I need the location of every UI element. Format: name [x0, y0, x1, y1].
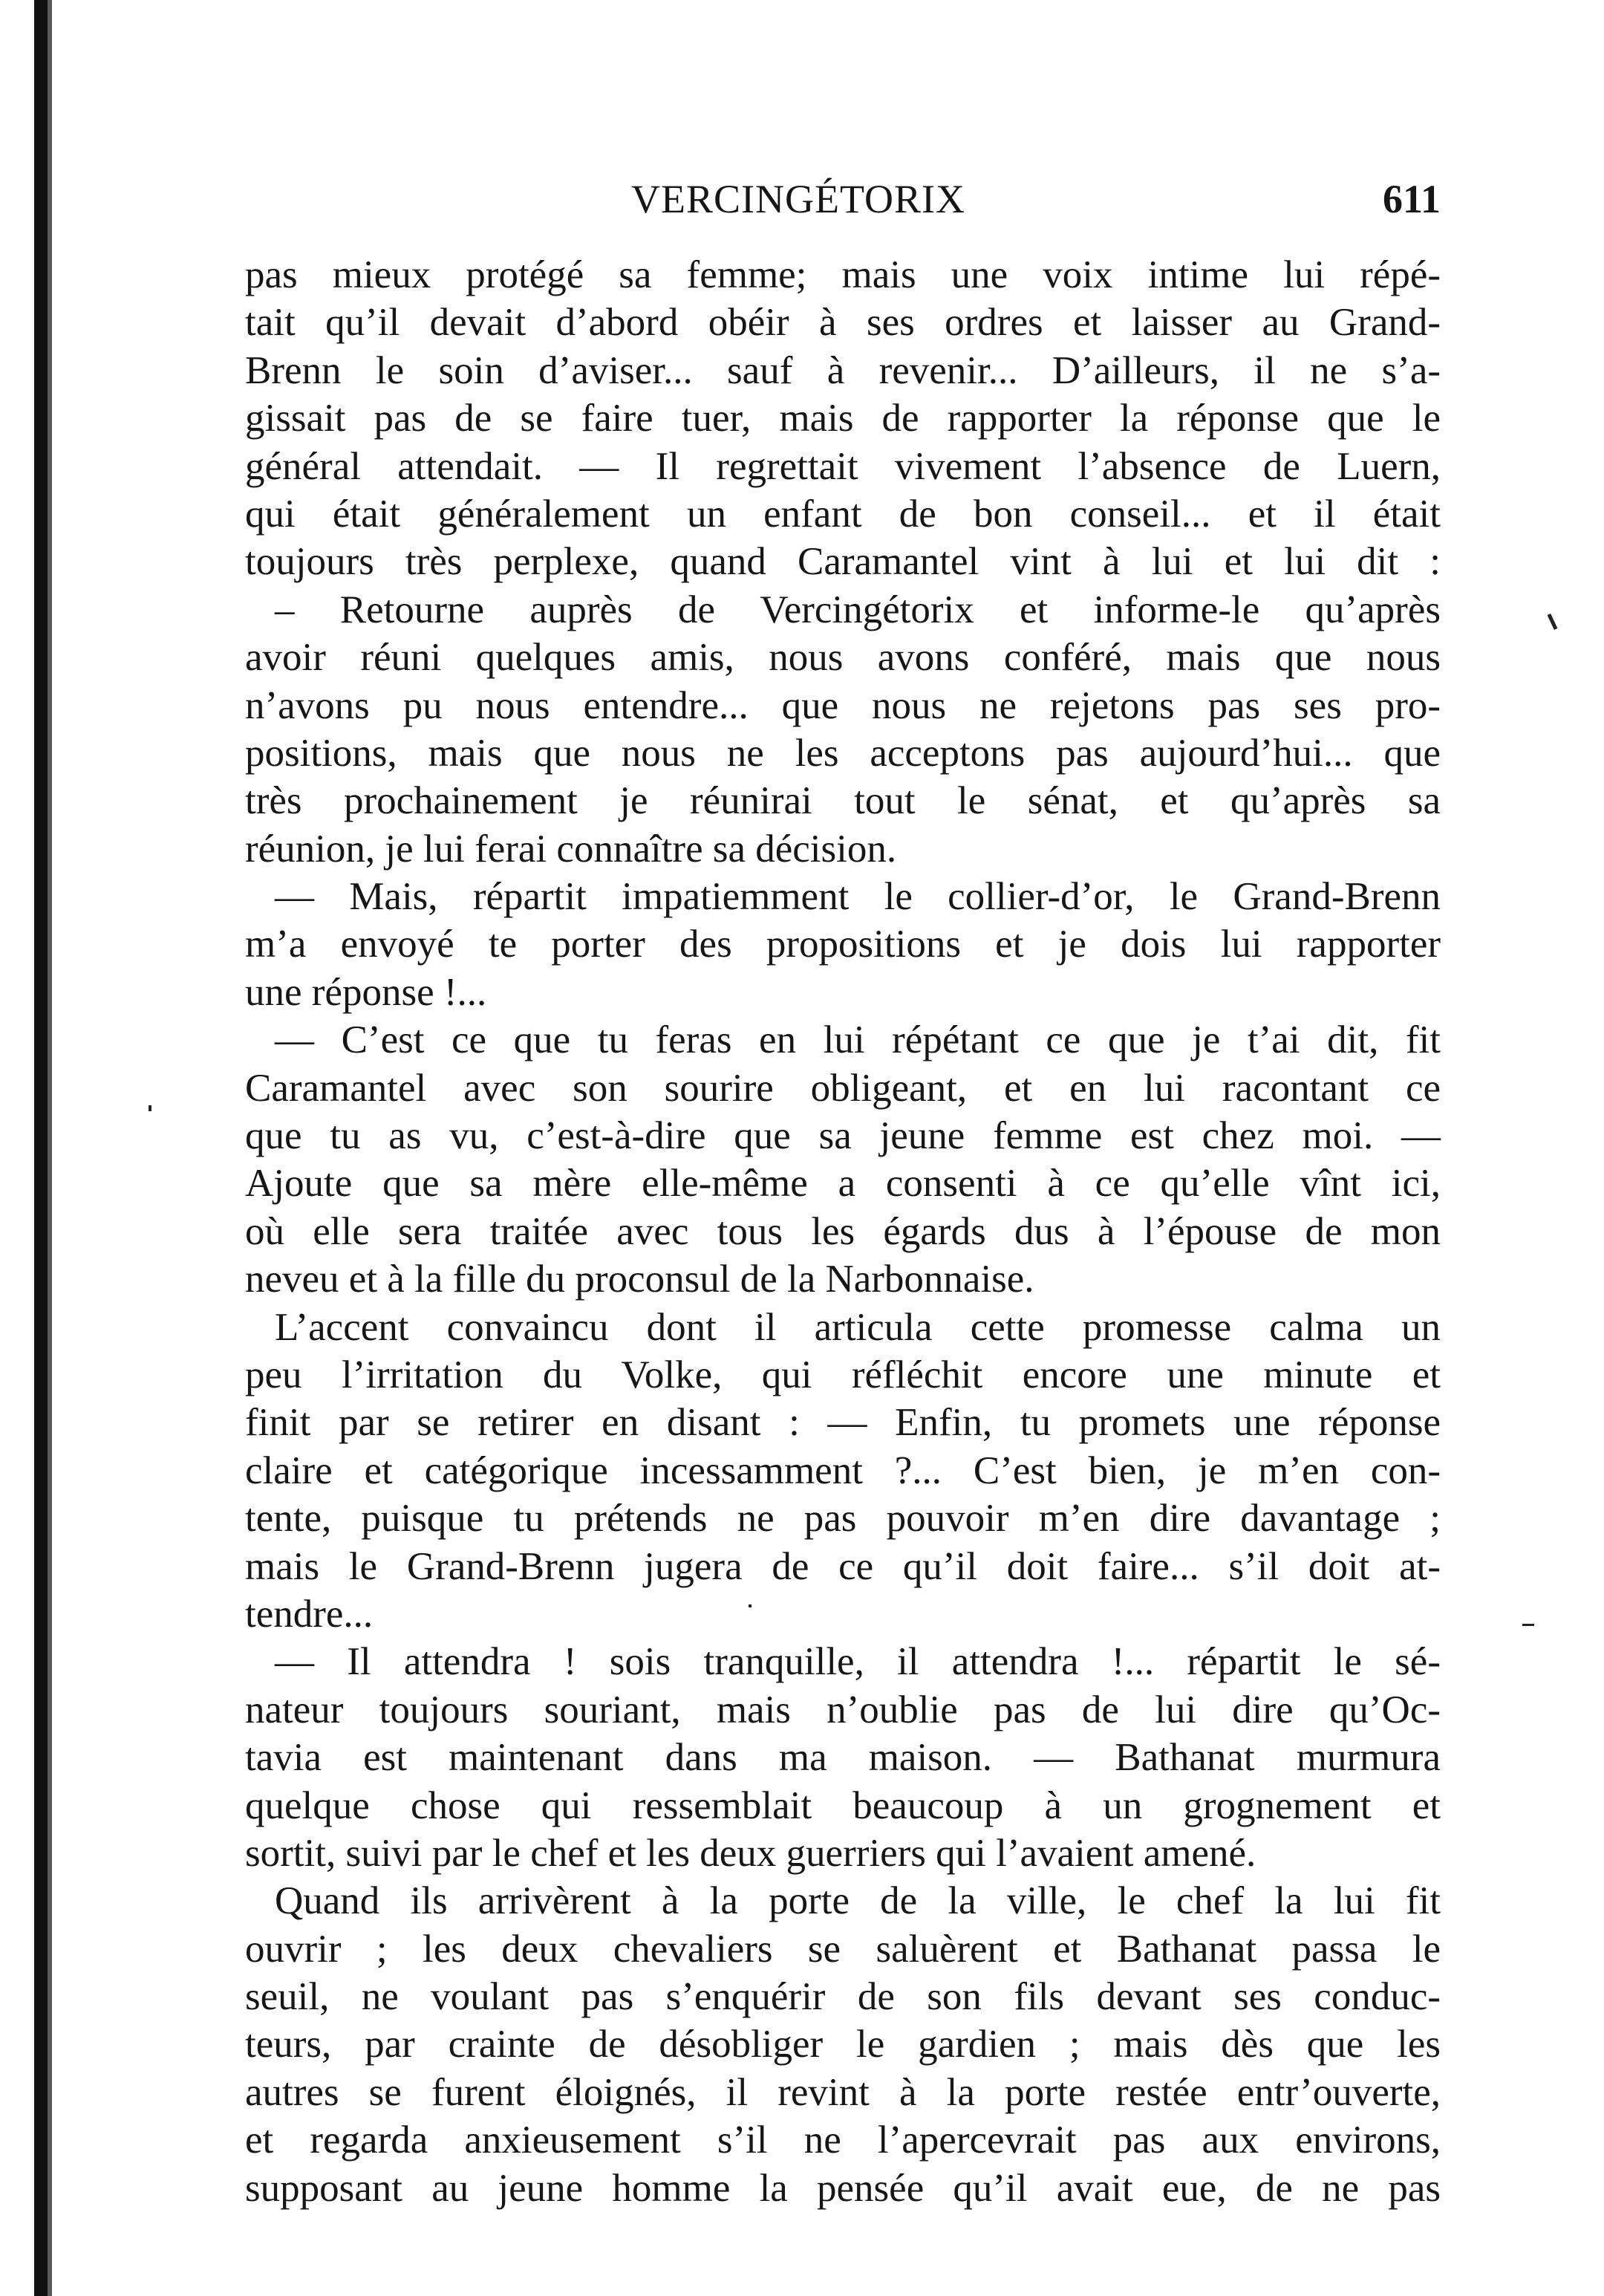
text-line: très prochainement je réunirai tout le sénat, et qu’après sa — [245, 779, 1441, 823]
text-line: pas mieux protégé sa femme; mais une voix intime lui répé- — [245, 253, 1441, 296]
scan-edge-shadow-inner — [48, 0, 52, 2296]
text-line: tavia est maintenant dans ma maison. — Bathanat murmura — [245, 1736, 1441, 1780]
text-line: quelque chose qui ressemblait beaucoup à un grognement et — [245, 1783, 1441, 1827]
text-line: tait qu’il devait d’abord obéir à ses ordres et laisser au Grand- — [245, 301, 1441, 345]
text-line: autres se furent éloignés, il revint à la porte restée entr’ouverte, — [245, 2070, 1441, 2114]
text-line: Caramantel avec son sourire obligeant, et en lui racontant ce — [245, 1066, 1441, 1110]
text-line: L’accent convaincu dont il articula cette promesse calma un — [275, 1305, 1441, 1349]
text-line: m’a envoyé te porter des propositions et je dois lui rapporter — [245, 923, 1441, 966]
text-line: nateur toujours souriant, mais n’oublie pas de lui dire qu’Oc- — [245, 1688, 1441, 1731]
running-title: VERCINGÉTORIX — [631, 177, 965, 221]
text-line: neveu et à la fille du proconsul de la Narbonnaise. — [245, 1258, 1034, 1301]
body-text — [245, 251, 1441, 2212]
text-line: seuil, ne voulant pas s’enquérir de son fils devant ses conduc- — [245, 1975, 1441, 2019]
text-line: finit par se retirer en disant : — Enfin, tu promets une réponse — [245, 1401, 1441, 1445]
text-line: toujours très perplexe, quand Caramantel vint à lui et lui dit : — [245, 540, 1441, 584]
text-line: tente, puisque tu prétends ne pas pouvoir m’en dire davantage ; — [245, 1497, 1441, 1541]
text-line: avoir réuni quelques amis, nous avons conféré, mais que nous — [245, 636, 1441, 680]
text-line: — C’est ce que tu feras en lui répétant ce que je t’ai dit, fit — [275, 1018, 1441, 1062]
text-line: et regarda anxieusement s’il ne l’apercevrait pas aux environs, — [245, 2118, 1441, 2162]
text-line: supposant au jeune homme la pensée qu’il avait eue, de ne pas — [245, 2166, 1441, 2210]
page-header — [245, 169, 1441, 229]
text-line: Quand ils arrivèrent à la porte de la ville, le chef la lui fit — [275, 1879, 1441, 1923]
text-line: n’avons pu nous entendre... que nous ne rejetons pas ses pro- — [245, 683, 1441, 727]
text-line: – Retourne auprès de Vercingétorix et informe-le qu’après — [275, 588, 1441, 631]
text-line: — Il attendra ! sois tranquille, il attendra !... répartit le sé- — [275, 1640, 1441, 1684]
text-line: où elle sera traitée avec tous les égards dus à l’épouse de mon — [245, 1209, 1441, 1253]
text-line: qui était généralement un enfant de bon conseil... et il était — [245, 492, 1441, 536]
text-line: — Mais, répartit impatiemment le collier-d’or, le Grand-Brenn — [275, 875, 1441, 919]
text-line: Brenn le soin d’aviser... sauf à revenir... D’ailleurs, il ne s’a- — [245, 348, 1441, 392]
text-line: peu l’irritation du Volke, qui réfléchit encore une minute et — [245, 1353, 1441, 1396]
text-line: teurs, par crainte de désobliger le gardien ; mais dès que les — [245, 2023, 1441, 2066]
text-line: tendre... — [245, 1592, 374, 1636]
text-line: Ajoute que sa mère elle-même a consenti à ce qu’elle vînt ici, — [245, 1162, 1441, 1206]
scan-edge-shadow — [34, 0, 48, 2296]
margin-mark — [1522, 1624, 1534, 1626]
page-number: 611 — [1382, 177, 1441, 221]
text-line: gissait pas de se faire tuer, mais de rapporter la réponse que le — [245, 397, 1441, 440]
text-line: ouvrir ; les deux chevaliers se saluèrent et Bathanat passa le — [245, 1927, 1441, 1971]
text-line: réunion, je lui ferai connaître sa décision. — [245, 827, 897, 871]
text-line: positions, mais que nous ne les acceptons pas aujourd’hui... que — [245, 731, 1441, 775]
text-line: général attendait. — Il regrettait vivement l’absence de Luern, — [245, 444, 1441, 488]
margin-mark — [149, 1105, 151, 1111]
text-line: sortit, suivi par le chef et les deux guerriers qui l’avaient amené. — [245, 1831, 1256, 1875]
text-line: que tu as vu, c’est-à-dire que sa jeune femme est chez moi. — — [245, 1114, 1441, 1158]
margin-mark — [749, 1604, 752, 1607]
text-line: claire et catégorique incessamment ?... C’est bien, je m’en con- — [245, 1448, 1441, 1492]
text-line: une réponse !... — [245, 970, 487, 1014]
text-line: mais le Grand-Brenn jugera de ce qu’il doit faire... s’il doit at- — [245, 1544, 1441, 1588]
margin-mark — [1548, 614, 1558, 630]
